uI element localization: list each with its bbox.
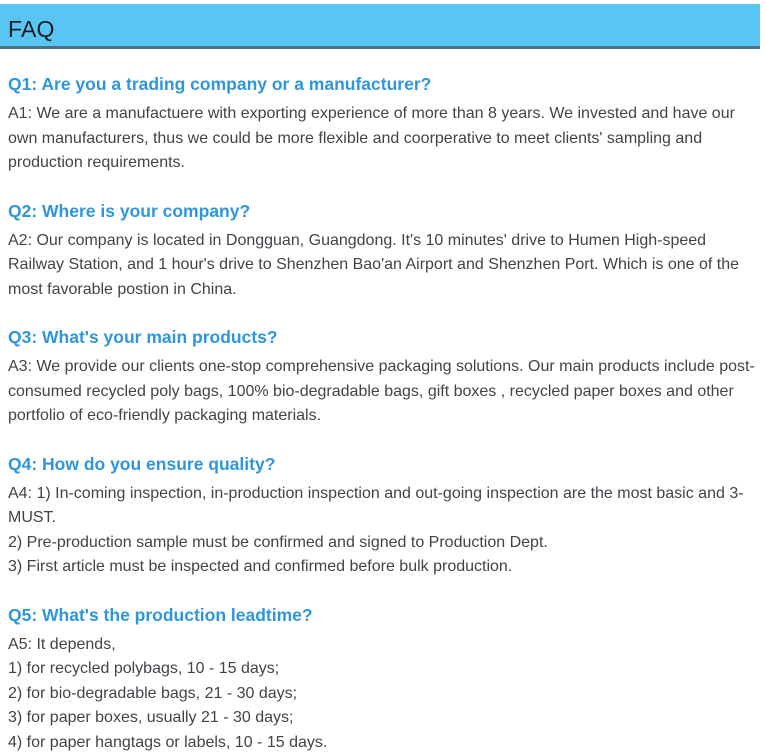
faq-question: Q1: Are you a trading company or a manufacturer?: [8, 74, 755, 95]
faq-question: Q3: What's your main products?: [8, 327, 755, 348]
faq-item-q2: [8, 201, 755, 303]
faq-answer-line: A5: It depends,: [8, 633, 755, 658]
faq-content: [0, 74, 765, 755]
faq-answer-line: 1) for recycled polybags, 10 - 15 days;: [8, 657, 755, 682]
faq-question: Q4: How do you ensure quality?: [8, 454, 755, 475]
faq-answer-line: 4) for paper hangtags or labels, 10 - 15 days.: [8, 731, 755, 755]
faq-answer-line: 3) First article must be inspected and confirmed before bulk production.: [8, 555, 755, 580]
faq-item-q5: [8, 605, 755, 755]
faq-answer-line: 2) Pre-production sample must be confirmed and signed to Production Dept.: [8, 531, 755, 556]
faq-item-q4: [8, 454, 755, 580]
faq-question: Q5: What's the production leadtime?: [8, 605, 755, 626]
faq-answer: A1: We are a manufactuere with exporting experience of more than 8 years. We invested and have our own manufacturers, thus we could be more flexible and coorperative to meet clients' sampling and production requirements.: [8, 102, 755, 176]
page-title: FAQ: [8, 16, 55, 43]
faq-answer-line: A4: 1) In-coming inspection, in-production inspection and out-going inspection are the most basic and 3-MUST.: [8, 482, 755, 531]
faq-question: Q2: Where is your company?: [8, 201, 755, 222]
faq-item-q3: [8, 327, 755, 429]
faq-answer: A2: Our company is located in Dongguan, Guangdong. It's 10 minutes' drive to Humen High-speed Railway Station, and 1 hour's drive to Shenzhen Bao'an Airport and Shenzhen Port. Which is one of the most favorable postion in China.: [8, 229, 755, 303]
faq-answer-line: 3) for paper boxes, usually 21 - 30 days;: [8, 706, 755, 731]
faq-header-bar: [0, 4, 760, 49]
faq-answer: A3: We provide our clients one-stop comprehensive packaging solutions. Our main products include post-consumed recycled poly bags, 100% bio-degradable bags, gift boxes , recycled paper boxes and other portfolio of eco-friendly packaging materials.: [8, 355, 755, 429]
faq-item-q1: [8, 74, 755, 176]
faq-answer-line: 2) for bio-degradable bags, 21 - 30 days;: [8, 682, 755, 707]
